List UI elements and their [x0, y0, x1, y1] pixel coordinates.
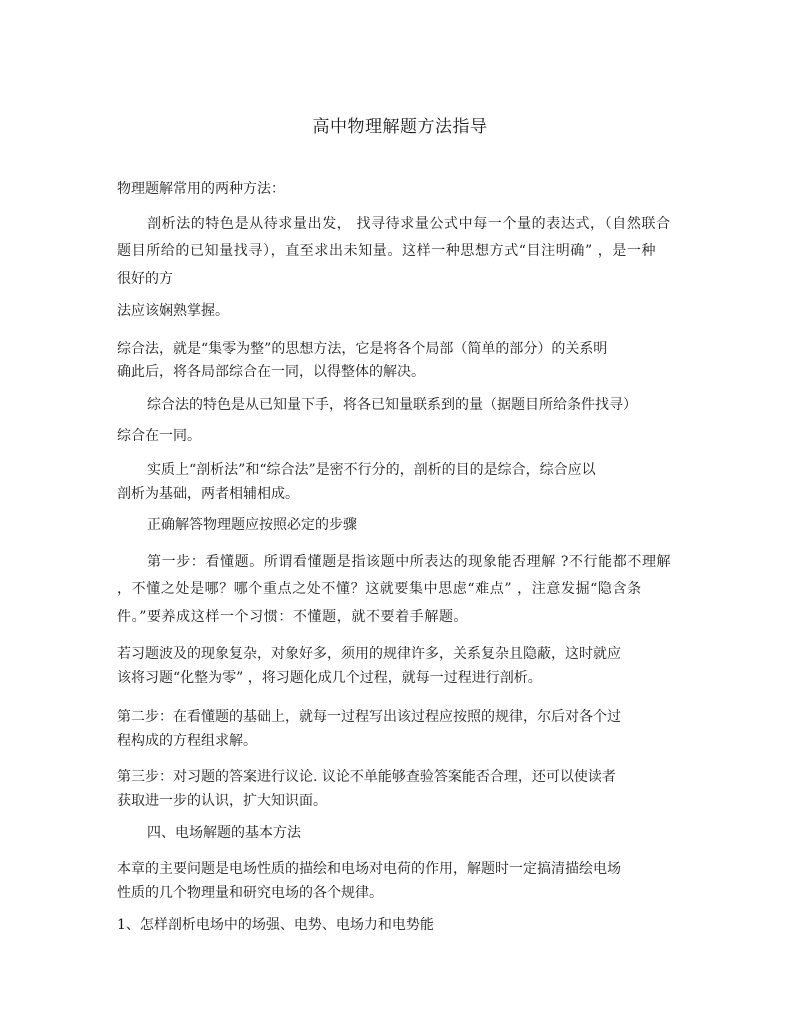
paragraph-line: 实质上“剖析法”和“综合法”是密不行分的，剖析的目的是综合，综合应以: [147, 462, 596, 478]
paragraph-line: ，不懂之处是哪？哪个重点之处不懂？这就要集中思虑“难点” ，注意发掘“隐含条: [117, 581, 642, 597]
paragraph-line: 物理题解常用的两种方法：: [117, 181, 285, 197]
paragraph-line: 很好的方: [117, 271, 173, 287]
paragraph-line: 若习题波及的现象复杂，对象好多，须用的规律许多，关系复杂且隐蔽，这时就应: [117, 646, 621, 662]
paragraph-line: 件。”要养成这样一个习惯：不懂题，就不要着手解题。: [117, 609, 469, 625]
paragraph-line: 第二步：在看懂题的基础上，就每一过程写出该过程应按照的规律，尔后对各个过: [117, 709, 621, 725]
subsection-heading: 1、怎样剖析电场中的场强、电势、电场力和电势能: [117, 917, 434, 933]
paragraph-line: 性质的几个物理量和研究电场的各个规律。: [117, 885, 383, 901]
paragraph-line: 获取进一步的认识，扩大知识面。: [117, 793, 327, 809]
paragraph-line: 综合法的特色是从已知量下手，将各已知量联系到的量（据题目所给条件找寻）: [147, 397, 637, 413]
section-heading: 正确解答物理题应按照必定的步骤: [147, 517, 357, 533]
paragraph-line: 综合在一同。: [117, 428, 201, 444]
paragraph-line: 法应该娴熟掌握。: [117, 303, 229, 319]
paragraph-line: 综合法，就是“集零为整”的思想方法，它是将各个局部（简单的部分）的关系明: [117, 341, 608, 357]
paragraph-line: 该将习题“化整为零” ，将习题化成几个过程，就每一过程进行剖析。: [117, 670, 542, 686]
paragraph-line: 剖析法的特色是从待求量出发， 找寻待求量公式中每一个量的表达式，（自然联合: [147, 216, 671, 232]
paragraph-line: 本章的主要问题是电场性质的描绘和电场对电荷的作用，解题时一定搞清描绘电场: [117, 861, 621, 877]
paragraph-line: 第三步：对习题的答案进行议论. 议论不单能够查验答案能否合理，还可以使读者: [117, 769, 616, 785]
paragraph-line: 程构成的方程组求解。: [117, 733, 257, 749]
section-heading: 四、电场解题的基本方法: [147, 825, 301, 841]
paragraph-line: 确此后，将各局部综合在一同，以得整体的解决。: [117, 364, 425, 380]
paragraph-line: 第一步：看懂题。所谓看懂题是指该题中所表达的现象能否理解 ?不行能都不理解: [147, 554, 672, 570]
paragraph-line: 题目所给的已知量找寻），直至求出未知量。这样一种思想方式“目注明确” ，是一种: [117, 243, 657, 259]
paragraph-line: 剖析为基础，两者相辅相成。: [117, 486, 299, 502]
document-title: 高中物理解题方法指导: [312, 117, 488, 137]
